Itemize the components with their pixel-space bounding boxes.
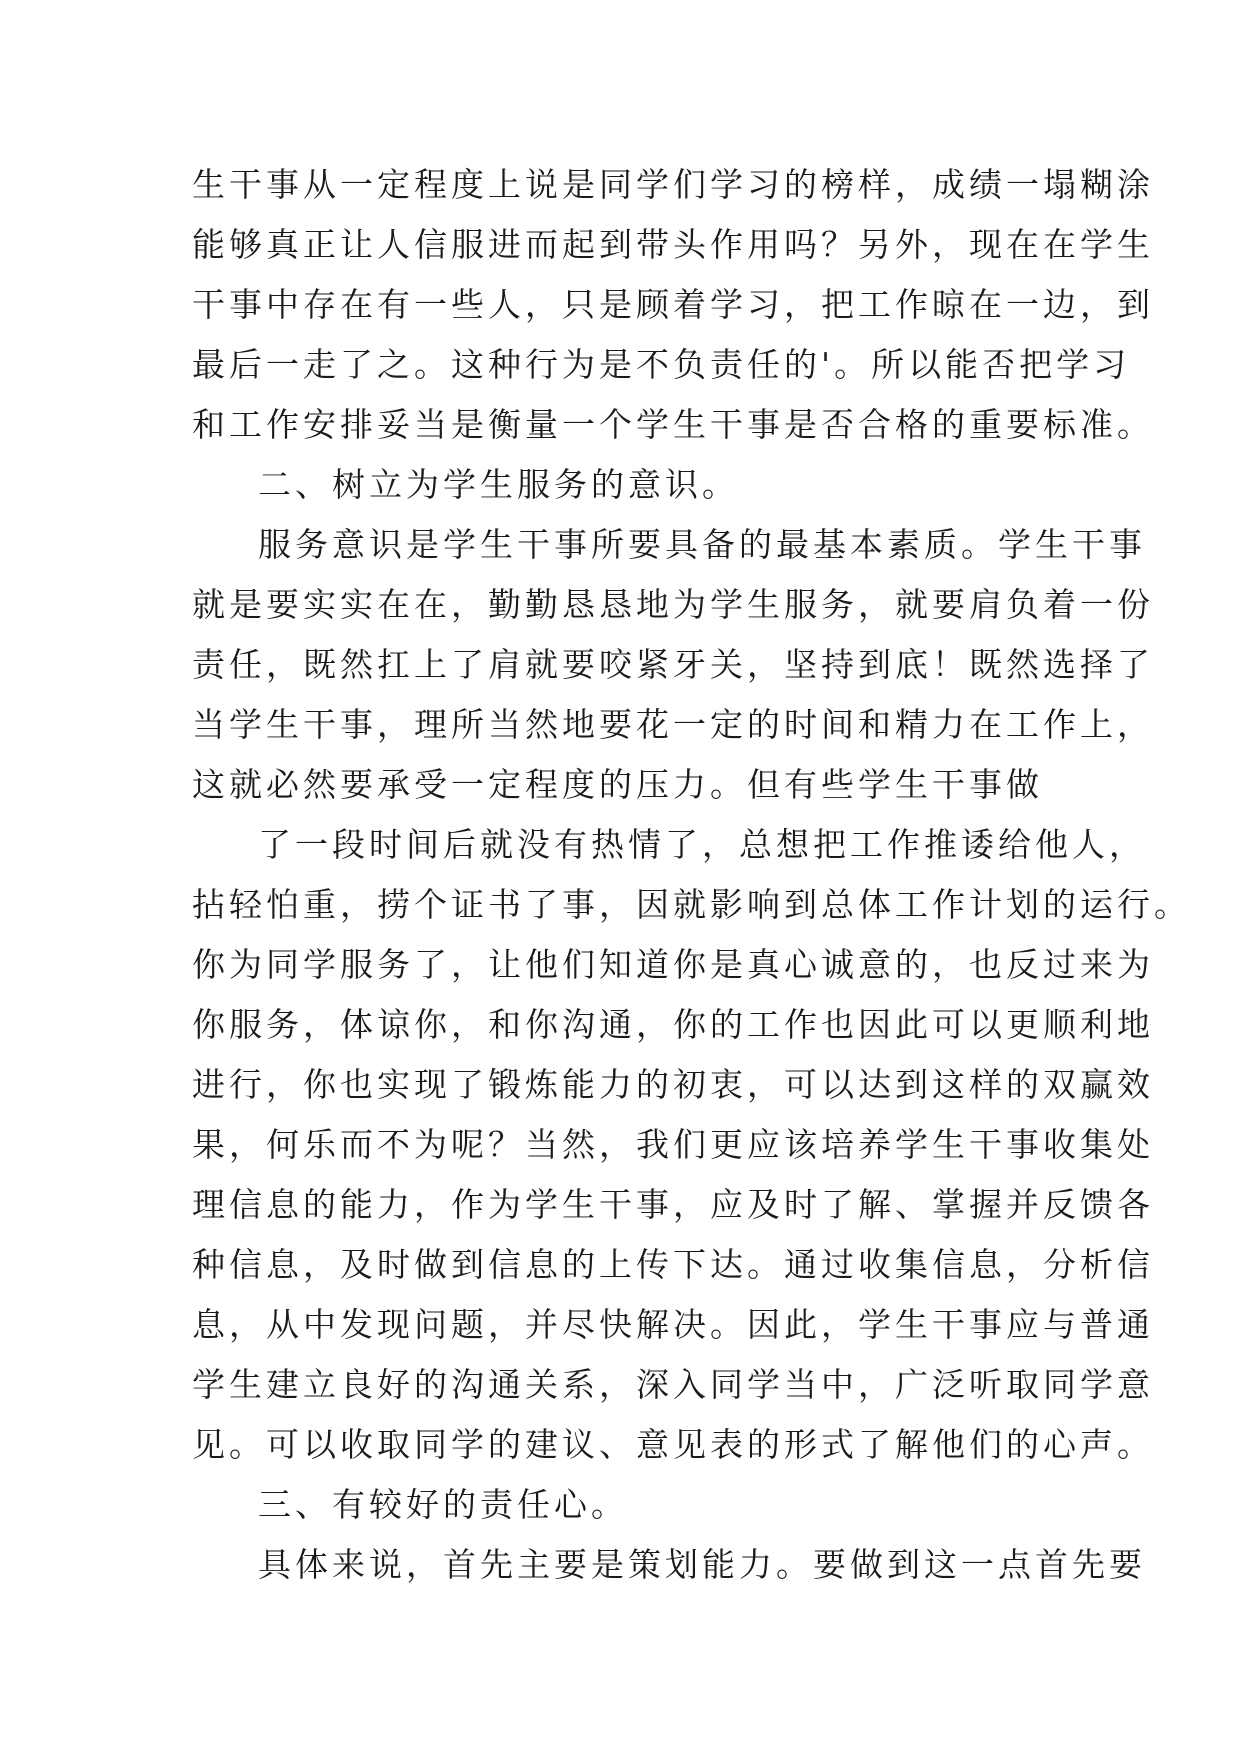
text-line: 学生建立良好的沟通关系，深入同学当中，广泛听取同学意 [192, 1365, 1154, 1404]
text-line: 了一段时间后就没有热情了，总想把工作推诿给他人， [258, 825, 1146, 864]
text-line: 当学生干事，理所当然地要花一定的时间和精力在工作上， [192, 705, 1154, 744]
text-line: 责任，既然扛上了肩就要咬紧牙关，坚持到底！既然选择了 [192, 645, 1154, 684]
text-line: 你服务，体谅你，和你沟通，你的工作也因此可以更顺利地 [192, 1005, 1154, 1044]
text-line: 息，从中发现问题，并尽快解决。因此，学生干事应与普通 [192, 1305, 1154, 1344]
text-line: 最后一走了之。这种行为是不负责任的'。所以能否把学习 [192, 345, 1131, 384]
text-line: 这就必然要承受一定程度的压力。但有些学生干事做 [192, 765, 1043, 804]
text-line: 果，何乐而不为呢？当然，我们更应该培养学生干事收集处 [192, 1125, 1154, 1164]
text-line: 服务意识是学生干事所要具备的最基本素质。学生干事 [258, 525, 1146, 564]
text-line: 生干事从一定程度上说是同学们学习的榜样，成绩一塌糊涂 [192, 165, 1154, 204]
text-line: 能够真正让人信服进而起到带头作用吗？另外，现在在学生 [192, 225, 1154, 264]
section-heading: 二、树立为学生服务的意识。 [258, 465, 739, 504]
text-line: 种信息，及时做到信息的上传下达。通过收集信息，分析信 [192, 1245, 1154, 1284]
text-line: 具体来说，首先主要是策划能力。要做到这一点首先要 [258, 1545, 1146, 1584]
text-line: 你为同学服务了，让他们知道你是真心诚意的，也反过来为 [192, 945, 1154, 984]
text-line: 和工作安排妥当是衡量一个学生干事是否合格的重要标准。 [192, 405, 1154, 444]
text-line: 拈轻怕重，捞个证书了事，因就影响到总体工作计划的运行。 [192, 885, 1191, 924]
text-line: 干事中存在有一些人，只是顾着学习，把工作晾在一边，到 [192, 285, 1154, 324]
section-heading: 三、有较好的责任心。 [258, 1485, 628, 1524]
text-line: 理信息的能力，作为学生干事，应及时了解、掌握并反馈各 [192, 1185, 1154, 1224]
text-line: 见。可以收取同学的建议、意见表的形式了解他们的心声。 [192, 1425, 1154, 1464]
text-line: 就是要实实在在，勤勤恳恳地为学生服务，就要肩负着一份 [192, 585, 1154, 624]
text-line: 进行，你也实现了锻炼能力的初衷，可以达到这样的双赢效 [192, 1065, 1154, 1104]
